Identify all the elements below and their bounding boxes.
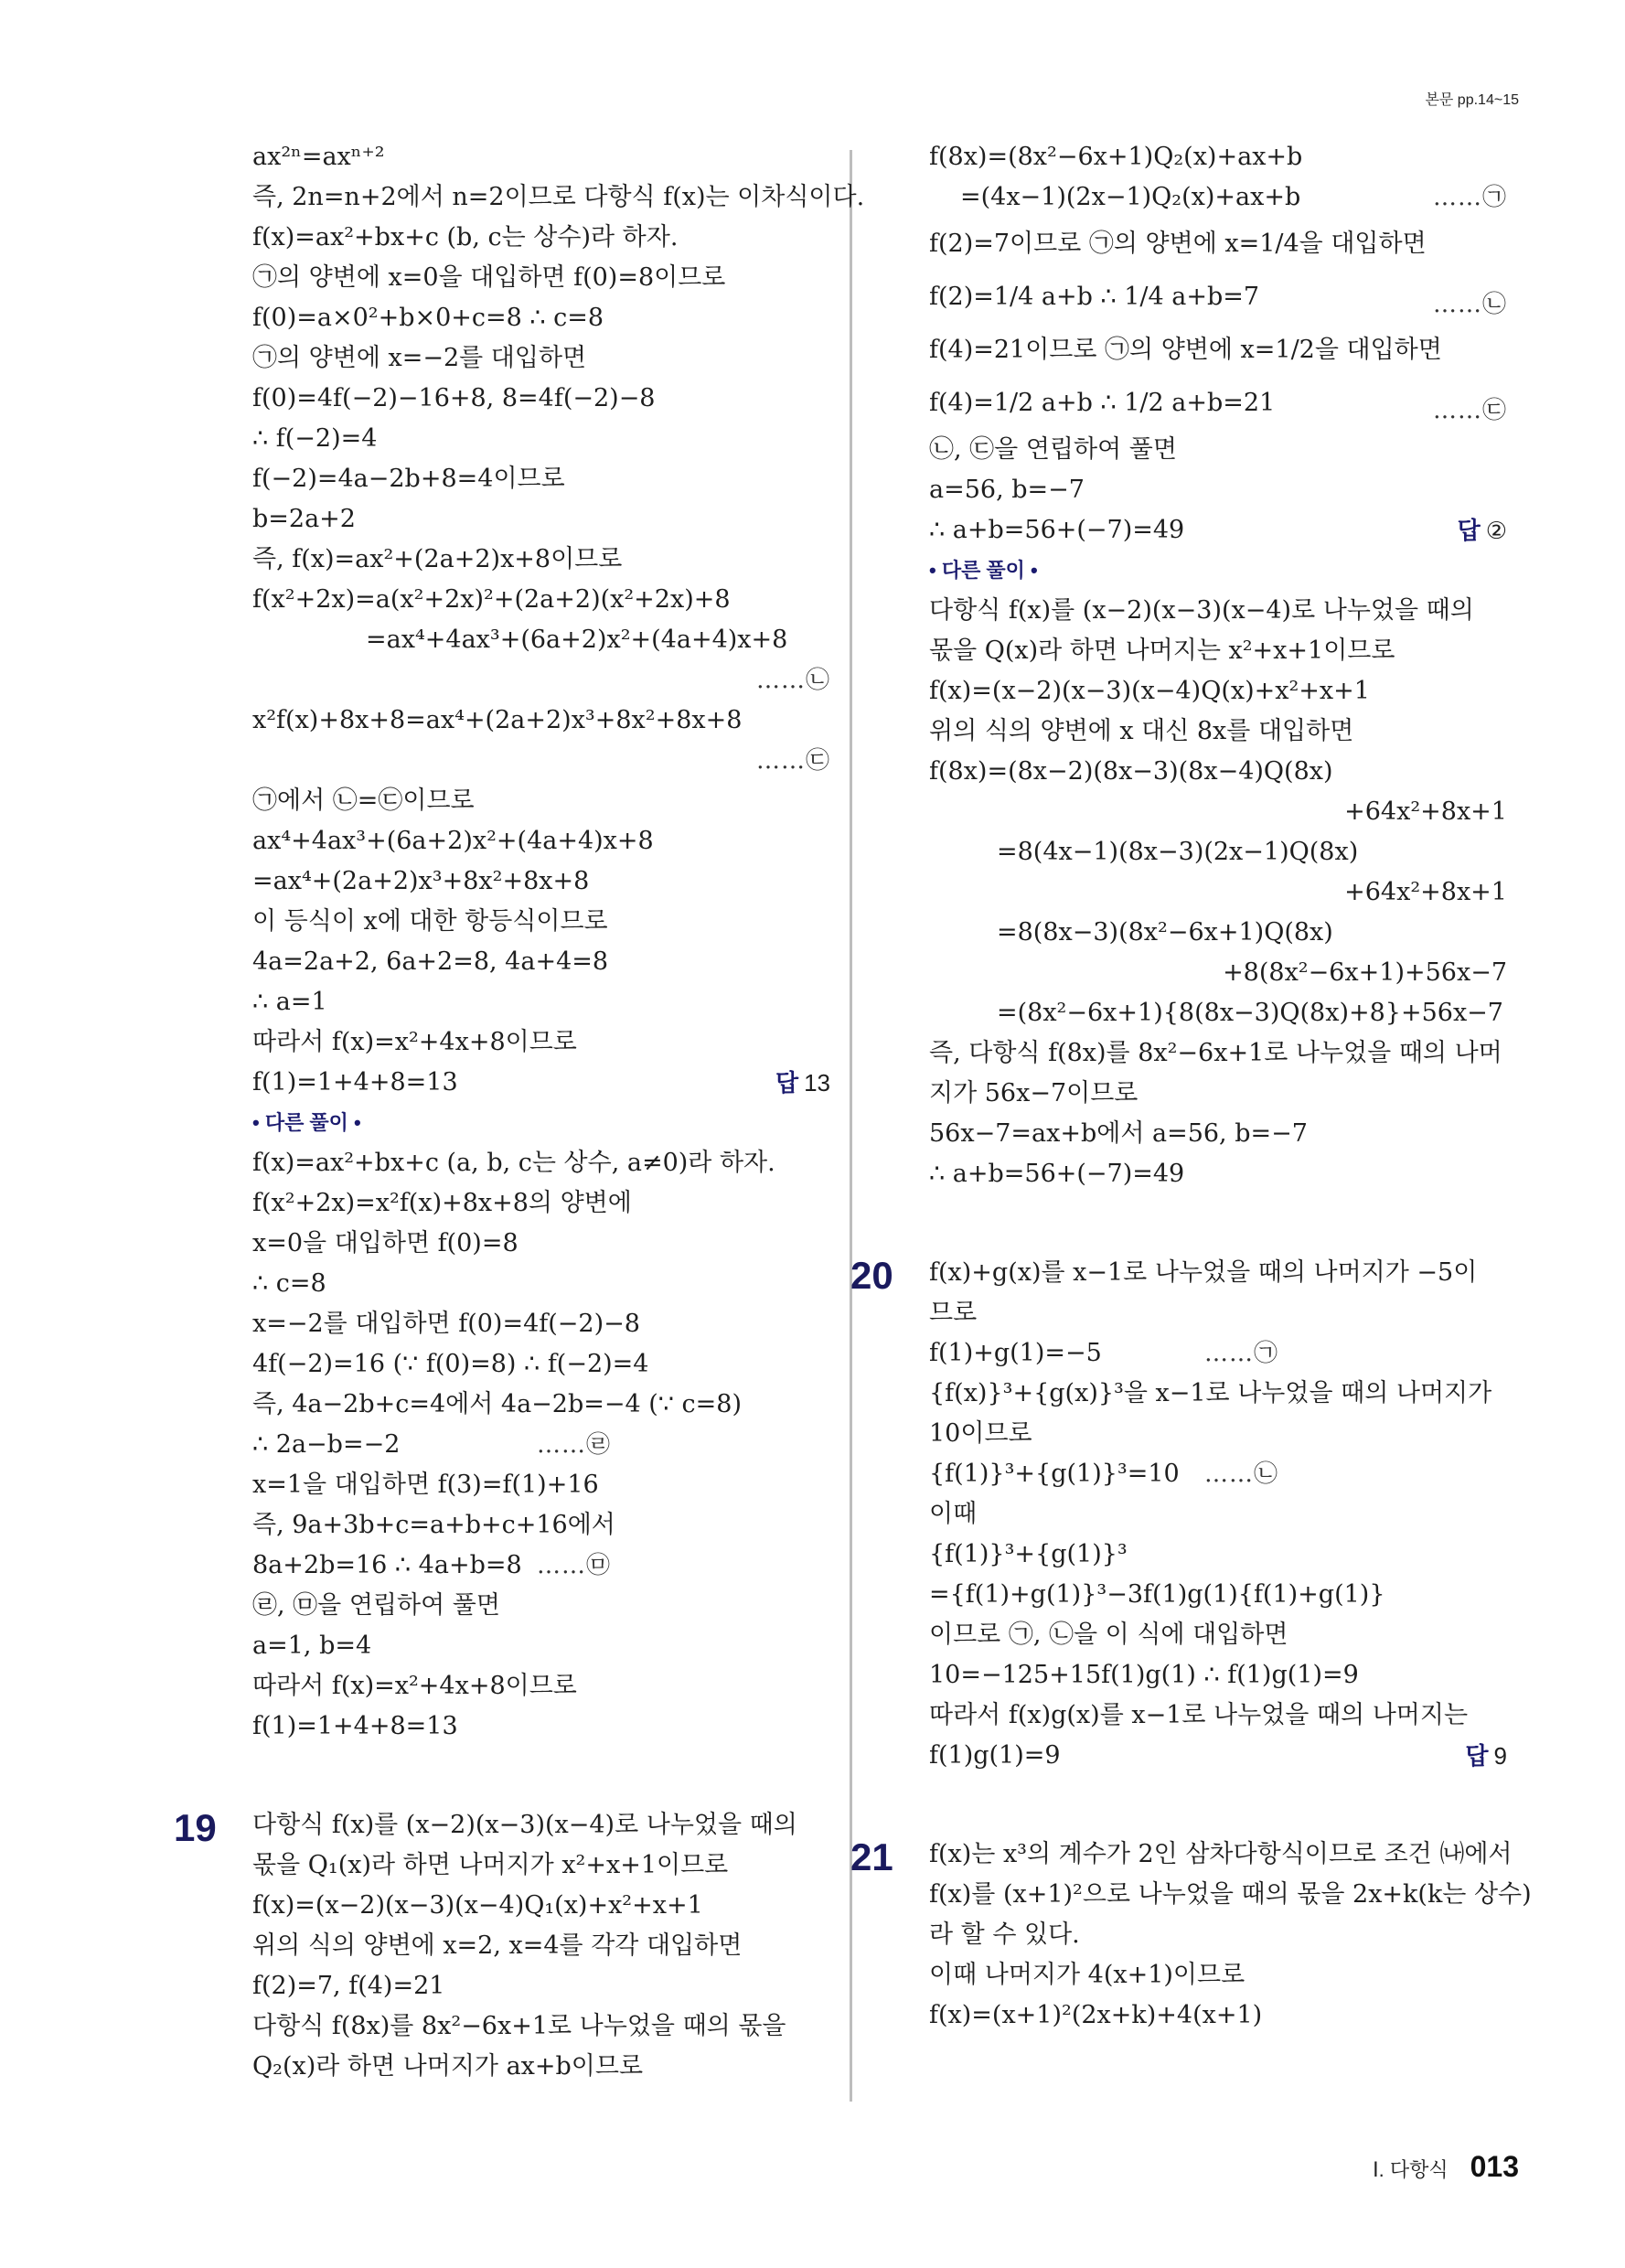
- math-line: 위의 식의 양변에 x 대신 8x를 대입하면: [929, 717, 1354, 745]
- answer-line: [850, 510, 1507, 551]
- math-line: ㉠의 양변에 x=0을 대입하면 f(0)=8이므로: [252, 263, 726, 292]
- equation-tag: ……㉢: [1432, 397, 1507, 424]
- math-line: b=2a+2: [252, 505, 356, 533]
- alt-solution-heading: • 다른 풀이 •: [929, 559, 1038, 582]
- problem-number: 20: [850, 1254, 893, 1297]
- math-line: x=0을 대입하면 f(0)=8: [252, 1229, 519, 1257]
- equation-tag: ……㉡: [755, 667, 830, 694]
- math-line: [850, 177, 1507, 218]
- answer-line: [174, 1063, 830, 1103]
- math-line: f(−2)=4a−2b+8=4이므로: [252, 465, 565, 493]
- math-line: 따라서 f(x)g(x)를 x−1로 나누었을 때의 나머지는: [929, 1701, 1469, 1729]
- math-line: f(4)=21이므로 ㉠의 양변에 x=1/2을 대입하면: [929, 336, 1442, 364]
- math-line: 10=−125+15f(1)g(1) ∴ f(1)g(1)=9: [929, 1661, 1359, 1689]
- math-line: f(8x)=(8x²−6x+1)Q₂(x)+ax+b: [929, 143, 1303, 171]
- math-line: a=1, b=4: [252, 1631, 372, 1660]
- math-line: ㉠의 양변에 x=−2를 대입하면: [252, 344, 587, 372]
- math-line: +8(8x²−6x+1)+56x−7: [1223, 958, 1507, 987]
- answer-label: 답: [1465, 1742, 1489, 1770]
- math-line: 다항식 f(x)를 (x−2)(x−3)(x−4)로 나누었을 때의: [929, 596, 1474, 625]
- math-line: f(x)=ax²+bx+c (b, c는 상수)라 하자.: [252, 223, 679, 251]
- answer-value: 13: [804, 1069, 830, 1097]
- math-line: [850, 1333, 1507, 1374]
- answer-value: 9: [1493, 1742, 1507, 1770]
- math-line: =ax⁴+4ax³+(6a+2)x²+(4a+4)x+8: [366, 626, 788, 654]
- math-line: 즉, f(x)=ax²+(2a+2)x+8이므로: [252, 545, 623, 573]
- math-text: ∴ a+b=56+(−7)=49: [929, 516, 1185, 544]
- math-line: f(x)를 (x+1)²으로 나누었을 때의 몫을 2x+k(k는 상수): [929, 1880, 1532, 1909]
- math-line: 위의 식의 양변에 x=2, x=4를 각각 대입하면: [252, 1931, 743, 1960]
- math-line: {f(x)}³+{g(x)}³을 x−1로 나누었을 때의 나머지가: [929, 1379, 1492, 1407]
- math-line: f(x)=(x−2)(x−3)(x−4)Q(x)+x²+x+1: [929, 677, 1370, 705]
- answer-box: [1465, 1736, 1507, 1776]
- answer-value: ②: [1485, 517, 1507, 544]
- math-line: [850, 377, 1507, 430]
- math-line: ㉠에서 ㉡=㉢이므로: [252, 786, 475, 815]
- math-line: ax²ⁿ=axⁿ⁺²: [252, 143, 385, 171]
- math-line: =8(4x−1)(8x−3)(2x−1)Q(8x): [997, 838, 1359, 866]
- page-footer: [1373, 2150, 1519, 2184]
- problem-number: 19: [174, 1806, 217, 1849]
- math-line: 4f(−2)=16 (∵ f(0)=8) ∴ f(−2)=4: [252, 1350, 649, 1378]
- equation-tag: ……㉡: [1203, 1460, 1278, 1488]
- math-text: f(4)=1/2 a+b ∴ 1/2 a+b=21: [929, 389, 1276, 417]
- math-line: 4a=2a+2, 6a+2=8, 4a+4=8: [252, 947, 609, 976]
- math-line: f(2)=7, f(4)=21: [252, 1972, 445, 2000]
- problem-number: 21: [850, 1835, 893, 1878]
- alt-solution-heading: • 다른 풀이 •: [252, 1111, 361, 1134]
- math-text: ∴ 2a−b=−2: [252, 1430, 401, 1459]
- problem-21: [850, 1835, 1532, 2036]
- math-line: 즉, 2n=n+2에서 n=2이므로 다항식 f(x)는 이차식이다.: [252, 183, 865, 211]
- equation-tag-line: [174, 660, 830, 701]
- math-line: ∴ a=1: [252, 988, 327, 1016]
- math-line: x²f(x)+8x+8=ax⁴+(2a+2)x³+8x²+8x+8: [252, 706, 743, 734]
- math-line: 지가 56x−7이므로: [929, 1079, 1139, 1107]
- math-line: 므로: [929, 1299, 978, 1327]
- math-line: =ax⁴+(2a+2)x³+8x²+8x+8: [252, 867, 590, 895]
- chapter-label: Ⅰ. 다항식: [1373, 2158, 1449, 2181]
- math-line: a=56, b=−7: [929, 476, 1085, 504]
- math-line: ㉣, ㉤을 연립하여 풀면: [252, 1591, 500, 1620]
- math-line: =8(8x−3)(8x²−6x+1)Q(8x): [997, 918, 1333, 947]
- math-line: 즉, 다항식 f(8x)를 8x²−6x+1로 나누었을 때의 나머: [929, 1039, 1502, 1067]
- answer-label: 답: [775, 1069, 799, 1097]
- math-line: f(x)=(x−2)(x−3)(x−4)Q₁(x)+x²+x+1: [252, 1891, 703, 1920]
- math-text: f(1)g(1)=9: [929, 1741, 1061, 1770]
- math-line: 다항식 f(8x)를 8x²−6x+1로 나누었을 때의 몫을: [252, 2012, 786, 2040]
- math-text: f(1)=1+4+8=13: [252, 1068, 458, 1097]
- math-line: f(x)+g(x)를 x−1로 나누었을 때의 나머지가 −5이: [929, 1258, 1478, 1287]
- math-line: f(0)=a×0²+b×0+c=8 ∴ c=8: [252, 304, 604, 332]
- answer-box: [1458, 510, 1507, 551]
- math-line: x=−2를 대입하면 f(0)=4f(−2)−8: [252, 1310, 640, 1338]
- math-line: 10이므로: [929, 1419, 1032, 1448]
- math-line: 이 등식이 x에 대한 항등식이므로: [252, 907, 608, 936]
- math-line: f(x²+2x)=x²f(x)+8x+8의 양변에: [252, 1189, 632, 1217]
- math-line: [850, 271, 1507, 324]
- math-text: {f(1)}³+{g(1)}³=10: [929, 1460, 1180, 1488]
- math-line: 몫을 Q(x)라 하면 나머지는 x²+x+1이므로: [929, 637, 1395, 665]
- math-line: ㉡, ㉢을 연립하여 풀면: [929, 435, 1177, 464]
- math-line: 56x−7=ax+b에서 a=56, b=−7: [929, 1119, 1308, 1148]
- math-line: 이므로 ㉠, ㉡을 이 식에 대입하면: [929, 1621, 1288, 1649]
- math-line: 즉, 4a−2b+c=4에서 4a−2b=−4 (∵ c=8): [252, 1390, 743, 1418]
- math-text: f(2)=1/4 a+b ∴ 1/4 a+b=7: [929, 283, 1260, 311]
- equation-tag: ……㉤: [536, 1552, 611, 1579]
- math-line: f(1)=1+4+8=13: [252, 1712, 458, 1740]
- equation-tag: ……㉢: [755, 747, 830, 775]
- math-line: 몫을 Q₁(x)라 하면 나머지가 x²+x+1이므로: [252, 1851, 729, 1879]
- math-line: 따라서 f(x)=x²+4x+8이므로: [252, 1028, 577, 1056]
- problem-19: [174, 1805, 830, 2087]
- math-text: =(4x−1)(2x−1)Q₂(x)+ax+b: [960, 183, 1301, 211]
- problem-20: [850, 1253, 1507, 1776]
- math-line: 다항식 f(x)를 (x−2)(x−3)(x−4)로 나누었을 때의: [252, 1811, 797, 1839]
- math-line: x=1을 대입하면 f(3)=f(1)+16: [252, 1471, 599, 1499]
- math-line: f(x)=(x+1)²(2x+k)+4(x+1): [929, 2001, 1263, 2029]
- math-text: 8a+2b=16 ∴ 4a+b=8: [252, 1551, 522, 1579]
- math-line: 즉, 9a+3b+c=a+b+c+16에서: [252, 1511, 615, 1539]
- equation-tag: ……㉡: [1432, 291, 1507, 318]
- answer-label: 답: [1457, 517, 1481, 544]
- answer-box: [775, 1063, 830, 1103]
- math-line: f(x)는 x³의 계수가 2인 삼차다항식이므로 조건 ㈏에서: [929, 1840, 1513, 1868]
- math-line: ={f(1)+g(1)}³−3f(1)g(1){f(1)+g(1)}: [929, 1580, 1385, 1609]
- equation-tag: ……㉣: [536, 1431, 611, 1459]
- math-line: Q₂(x)라 하면 나머지가 ax+b이므로: [252, 2052, 644, 2081]
- math-line: +64x²+8x+1: [1344, 797, 1507, 826]
- math-line: 이때 나머지가 4(x+1)이므로: [929, 1961, 1245, 1989]
- math-line: 따라서 f(x)=x²+4x+8이므로: [252, 1672, 577, 1700]
- math-text: f(1)+g(1)=−5: [929, 1339, 1102, 1367]
- math-line: [850, 1454, 1507, 1494]
- math-line: 라 할 수 있다.: [929, 1920, 1080, 1949]
- math-line: =(8x²−6x+1){8(8x−3)Q(8x)+8}+56x−7: [997, 999, 1503, 1027]
- math-line: [174, 1546, 830, 1586]
- equation-tag: ……㉠: [1432, 184, 1507, 211]
- page-number: 013: [1470, 2150, 1519, 2183]
- math-line: ∴ c=8: [252, 1269, 326, 1298]
- math-line: f(x)=ax²+bx+c (a, b, c는 상수, a≠0)라 하자.: [252, 1149, 775, 1177]
- math-line: ∴ f(−2)=4: [252, 424, 378, 453]
- math-line: 이때: [929, 1500, 978, 1528]
- math-line: [174, 1425, 830, 1465]
- page-reference: 본문 pp.14~15: [1425, 92, 1519, 108]
- math-line: ∴ a+b=56+(−7)=49: [929, 1160, 1185, 1188]
- math-line: {f(1)}³+{g(1)}³: [929, 1540, 1128, 1568]
- math-line: f(0)=4f(−2)−16+8, 8=4f(−2)−8: [252, 384, 656, 412]
- math-line: f(8x)=(8x−2)(8x−3)(8x−4)Q(8x): [929, 757, 1333, 786]
- math-line: f(2)=7이므로 ㉠의 양변에 x=1/4을 대입하면: [929, 230, 1427, 258]
- math-line: ax⁴+4ax³+(6a+2)x²+(4a+4)x+8: [252, 827, 654, 855]
- right-column: [850, 137, 1532, 2036]
- equation-tag: ……㉠: [1203, 1340, 1278, 1367]
- math-line: f(x²+2x)=a(x²+2x)²+(2a+2)(x²+2x)+8: [252, 585, 731, 614]
- answer-line: [850, 1736, 1507, 1776]
- equation-tag-line: [174, 741, 830, 781]
- math-line: +64x²+8x+1: [1344, 878, 1507, 906]
- left-column: [174, 137, 865, 2087]
